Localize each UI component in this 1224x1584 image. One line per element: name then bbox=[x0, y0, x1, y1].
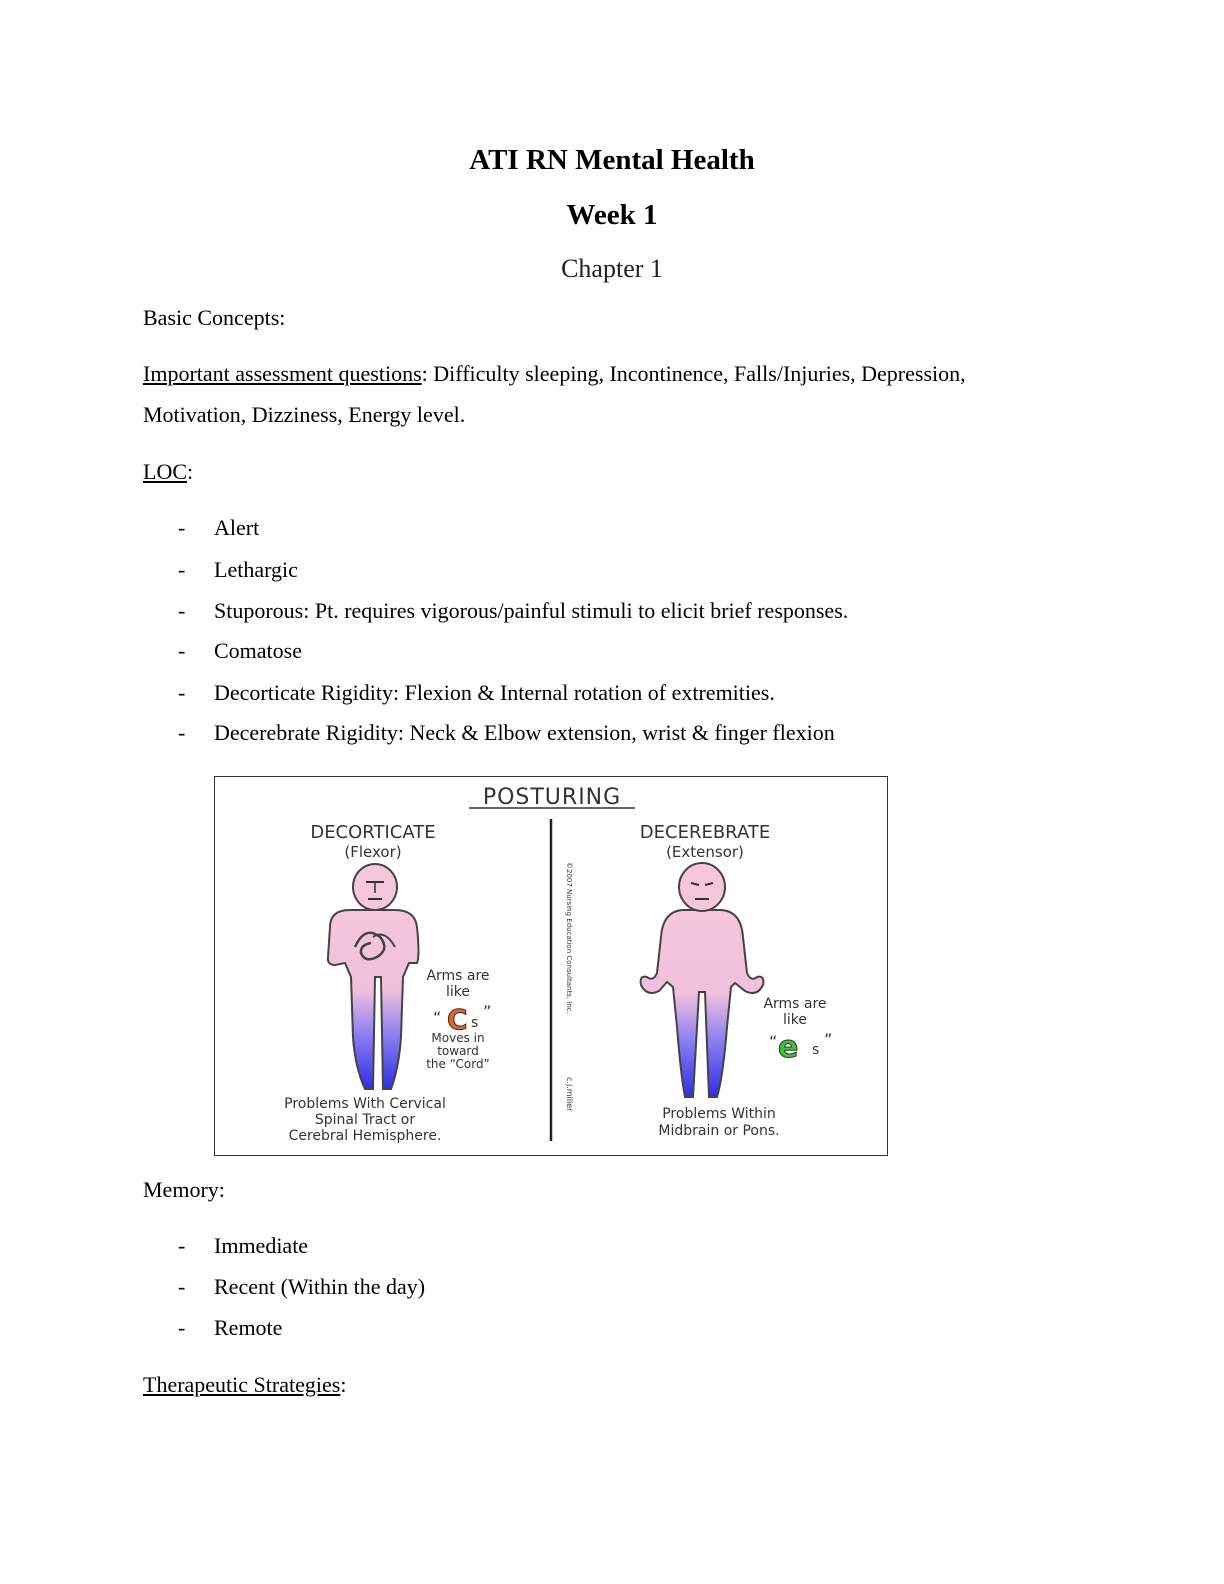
loc-colon: : bbox=[187, 459, 194, 484]
memory-item-recent: Recent (Within the day) bbox=[214, 1274, 426, 1299]
chapter-heading: Chapter 1 bbox=[561, 254, 663, 283]
decerebrate-arms-line2: like bbox=[782, 1012, 808, 1028]
decorticate-heading: DECORTICATE bbox=[310, 822, 436, 843]
c-letter-icon: C bbox=[447, 1003, 468, 1036]
loc-item-lethargic: Lethargic bbox=[214, 557, 298, 582]
decorticate-problem-line3: Cerebral Hemisphere. bbox=[288, 1128, 442, 1144]
memory-item-remote: Remote bbox=[214, 1315, 283, 1340]
decerebrate-heading: DECEREBRATE bbox=[639, 822, 771, 843]
moves-line1: Moves in bbox=[431, 1031, 485, 1045]
decerebrate-letter-suffix: s bbox=[812, 1042, 820, 1058]
loc-item-alert: Alert bbox=[214, 515, 260, 540]
decerebrate-arms-line1: Arms are bbox=[763, 996, 827, 1012]
loc-item-comatose: Comatose bbox=[214, 638, 302, 663]
decerebrate-problem-line1: Problems Within bbox=[662, 1106, 776, 1122]
memory-label: Memory: bbox=[143, 1177, 225, 1202]
decorticate-sub: (Flexor) bbox=[344, 843, 402, 861]
decorticate-arms-line2: like bbox=[445, 984, 471, 1000]
assessment-line-2: Motivation, Dizziness, Energy level. bbox=[143, 402, 466, 427]
assessment-line-1 bbox=[143, 361, 966, 387]
decorticate-problem-line2: Spinal Tract or bbox=[314, 1112, 416, 1128]
posturing-figure bbox=[214, 776, 888, 1156]
decorticate-quote-close: ” bbox=[483, 1002, 492, 1021]
therapeutic-label: Therapeutic Strategies bbox=[143, 1372, 341, 1397]
loc-item-decerebrate: Decerebrate Rigidity: Neck & Elbow extension, wrist & finger flexion bbox=[214, 720, 835, 745]
figure-title: POSTURING bbox=[482, 785, 622, 810]
loc-heading bbox=[143, 459, 193, 485]
assessment-colon: : bbox=[421, 361, 428, 386]
decorticate-quote-open: “ bbox=[433, 1008, 442, 1027]
decerebrate-problem-line2: Midbrain or Pons. bbox=[658, 1123, 780, 1139]
copyright-text: ©2007 Nursing Education Consultants, Inc. bbox=[565, 862, 573, 1014]
assessment-text-1: Difficulty sleeping, Incontinence, Falls/Injuries, Depression, bbox=[427, 361, 966, 386]
assessment-label: Important assessment questions bbox=[143, 361, 422, 386]
decorticate-arms-line1: Arms are bbox=[426, 968, 490, 984]
e-letter-icon: e bbox=[778, 1030, 799, 1065]
memory-item-immediate: Immediate bbox=[214, 1233, 309, 1258]
decorticate-figure bbox=[328, 864, 419, 1089]
decorticate-letter-suffix: s bbox=[471, 1015, 479, 1031]
moves-line3: the “Cord” bbox=[426, 1057, 490, 1071]
loc-label: LOC bbox=[143, 459, 187, 484]
posturing-illustration bbox=[215, 777, 889, 1157]
therapeutic-colon: : bbox=[340, 1372, 347, 1397]
decerebrate-quote-close: ” bbox=[824, 1030, 833, 1049]
moves-line2: toward bbox=[437, 1044, 479, 1058]
loc-item-stuporous: Stuporous: Pt. requires vigorous/painful stimuli to elicit brief responses. bbox=[214, 598, 849, 623]
loc-item-decorticate: Decorticate Rigidity: Flexion & Internal rotation of extremities. bbox=[214, 680, 775, 705]
decerebrate-figure bbox=[641, 863, 764, 1097]
decerebrate-sub: (Extensor) bbox=[666, 843, 744, 861]
basic-concepts-label: Basic Concepts: bbox=[143, 305, 286, 330]
therapeutic-heading bbox=[143, 1372, 346, 1398]
decorticate-problem-line1: Problems With Cervical bbox=[284, 1096, 446, 1112]
week-heading: Week 1 bbox=[566, 199, 658, 231]
document-title: ATI RN Mental Health bbox=[469, 144, 755, 176]
decerebrate-quote-open: “ bbox=[769, 1032, 778, 1051]
signature-text: c.j.miller bbox=[565, 1077, 574, 1112]
